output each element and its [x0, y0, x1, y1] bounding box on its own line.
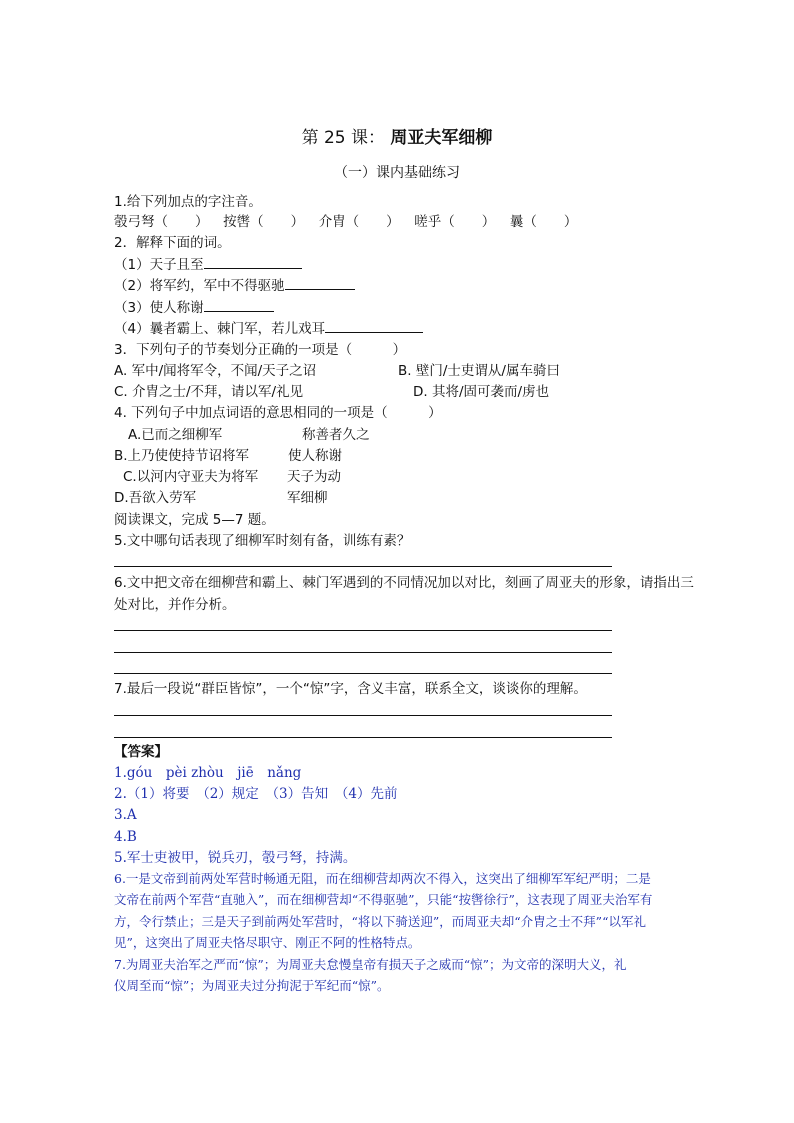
q1-item-4: 嗟乎（ ） [414, 214, 496, 230]
q3-option-a: A. 军中/闻将军令，不闻/天子之诏 [114, 363, 317, 379]
q2-item-1-text: （1）天子且至 [114, 257, 204, 273]
answer-1: 1.gόu pèi zhòu jiē nǎng [114, 765, 302, 781]
question-6-line-2: 处对比，并作分析。 [114, 597, 236, 613]
answer-4: 4.B [114, 829, 137, 845]
q4-option-b-right: 使人称谢 [288, 448, 342, 464]
question-7-prompt: 7.最后一段说“群臣皆惊”，一个“惊”字，含义丰富，联系全文，谈谈你的理解。 [114, 681, 587, 697]
answer-6-line-2: 文帝在前两个军营“直驰入”，而在细柳营却“不得驱驰”，只能“按辔徐行”，这表现了周亚夫治军有 [114, 892, 653, 907]
answer-line[interactable] [114, 630, 612, 631]
question-2-prompt: 2．解释下面的词。 [114, 235, 231, 251]
q3-option-d: D. 其将/固可袭而/虏也 [413, 384, 550, 400]
q4-option-b-left: B.上乃使使持节诏将军 [114, 448, 250, 464]
q4-option-d-right: 军细柳 [287, 490, 328, 506]
answer-blank[interactable] [285, 275, 355, 290]
answer-line[interactable] [114, 715, 612, 716]
question-6-line-1: 6.文中把文帝在细柳营和霸上、棘门军遇到的不同情况加以对比，刻画了周亚夫的形象，请指出三 [114, 575, 694, 591]
section-heading: （一）课内基础练习 [334, 165, 460, 181]
q3-option-b: B. 壁门/士吏谓从/属车骑曰 [398, 363, 560, 379]
answer-5: 5.军士吏被甲，锐兵刃，彀弓弩，持满。 [114, 850, 357, 866]
lesson-number: 第 25 课： [301, 128, 386, 148]
answer-6-line-1: 6.一是文帝到前两处军营时畅通无阻，而在细柳营却两次不得入，这突出了细柳军军纪严明；二是 [114, 871, 651, 886]
q1-item-3: 介胄（ ） [318, 214, 400, 230]
q2-item-3-text: （3）使人称谢 [114, 300, 204, 316]
q2-item-4 [114, 318, 423, 339]
q3-option-c: C. 介胄之士/不拜，请以军/礼见 [114, 384, 304, 400]
q1-item-2: 按辔（ ） [223, 214, 305, 230]
reading-instruction: 阅读课文，完成 5—7 题。 [114, 512, 275, 528]
q4-option-d-left: D.吾欲入劳军 [114, 490, 197, 506]
q2-item-2-text: （2）将军约，军中不得驱驰 [114, 278, 285, 294]
page-title [0, 127, 794, 149]
lesson-title: 周亚夫军细柳 [390, 128, 493, 148]
question-1-items [114, 212, 577, 232]
answer-7-line-1: 7.为周亚夫治军之严而“惊”；为周亚夫怠慢皇帝有损天子之威而“惊”；为文帝的深明大义，礼 [114, 957, 627, 972]
question-5-prompt: 5.文中哪句话表现了细柳军时刻有备，训练有素？ [114, 533, 411, 549]
answer-line[interactable] [114, 566, 612, 567]
answer-blank[interactable] [204, 254, 302, 269]
answer-line[interactable] [114, 652, 612, 653]
q1-item-5: 曩（ ） [509, 214, 578, 230]
q2-item-2 [114, 275, 355, 296]
answer-line[interactable] [114, 737, 612, 738]
q2-item-4-text: （4）曩者霸上、棘门军，若儿戏耳 [114, 321, 326, 337]
question-4-prompt: 4. 下列句子中加点词语的意思相同的一项是（ ） [114, 405, 442, 421]
answer-line[interactable] [114, 673, 612, 674]
q2-item-3 [114, 297, 274, 318]
answer-6-line-3: 方，令行禁止；三是天子到前两处军营时，“将以下骑送迎”，而周亚夫却“介胄之士不拜”“以军礼 [114, 914, 646, 929]
answer-blank[interactable] [204, 297, 274, 312]
answers-heading: 【答案】 [114, 744, 168, 760]
answer-3: 3.A [114, 807, 137, 823]
q1-item-1: 彀弓弩（ ） [114, 214, 209, 230]
answer-2: 2.（1）将要 （2）规定 （3）告知 （4）先前 [114, 786, 398, 802]
q4-option-c-right: 天子为动 [287, 469, 341, 485]
q2-item-1 [114, 254, 302, 275]
q4-option-a-right: 称善者久之 [302, 427, 370, 443]
q4-option-c-left: C.以河内守亚夫为将军 [123, 469, 259, 485]
question-3-prompt: 3．下列句子的节奏划分正确的一项是（ ） [114, 342, 407, 358]
answer-blank[interactable] [325, 318, 423, 333]
question-1-prompt: 1.给下列加点的字注音。 [114, 194, 262, 210]
answer-6-line-4: 见”，这突出了周亚夫恪尽职守、刚正不阿的性格特点。 [114, 935, 421, 950]
answer-7-line-2: 仪周至而“惊”；为周亚夫过分拘泥于军纪而“惊”。 [114, 978, 390, 993]
q4-option-a-left: A.已而之细柳军 [128, 427, 223, 443]
